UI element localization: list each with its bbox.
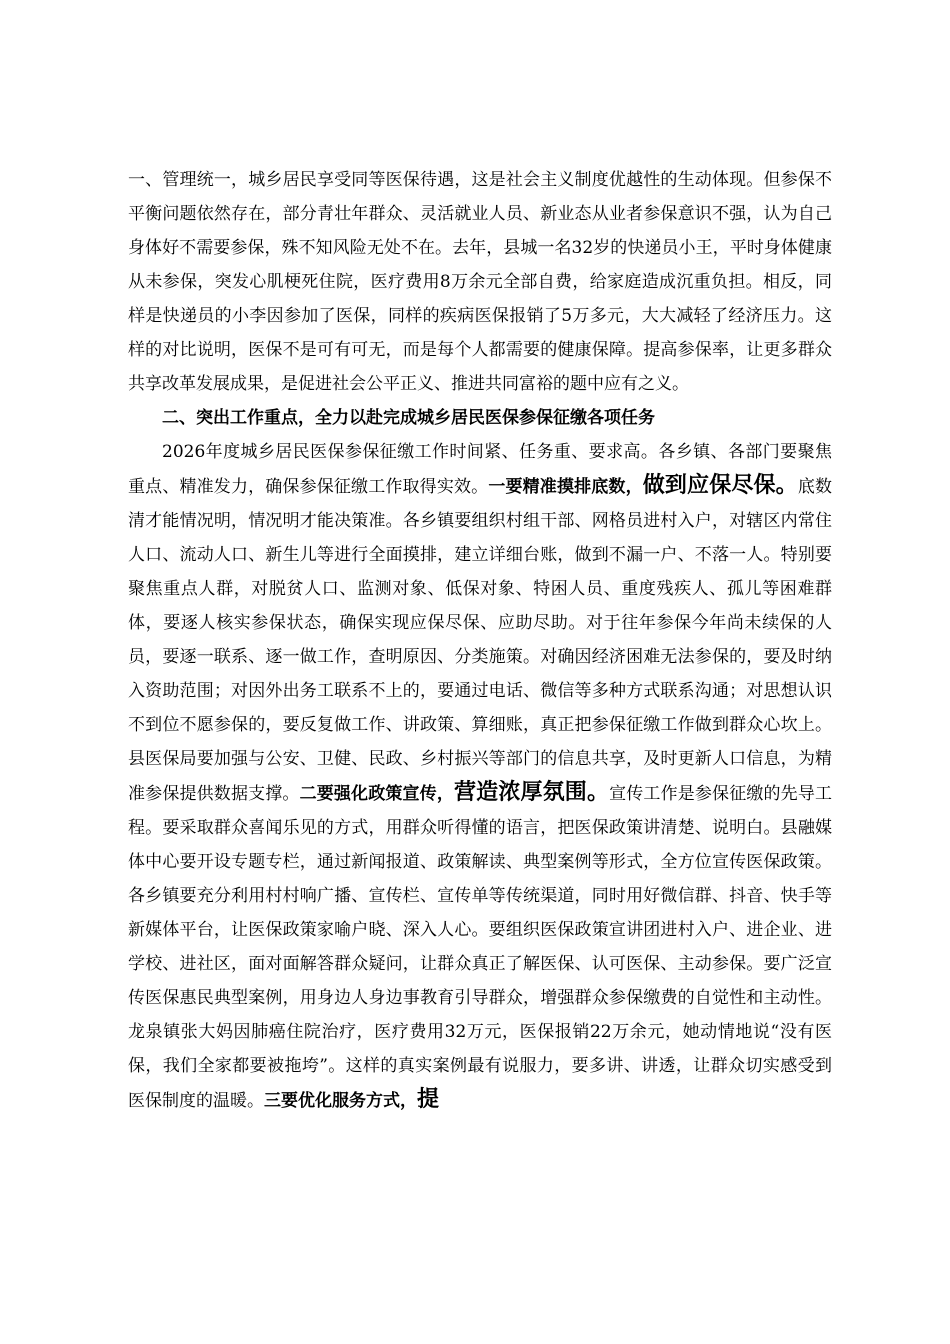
point-2-emphasis: 营造浓厚氛围。	[454, 780, 610, 805]
paragraph-1: 一、管理统一，城乡居民享受同等医保待遇，这是社会主义制度优越性的生动体现。但参保不平衡问题依然存在，部分青壮年群众、灵活就业人员、新业态从业者参保意识不强，认为自己身体好不需要参保，殊不知风险无处不在。去年，县城一名32岁的快递员小王，平时身体健康从未参保，突发心肌梗死住院，医疗费用8万余元全部自费，给家庭造成沉重负担。相反，同样是快递员的小李因参加了医保，同样的疾病医保报销了5万多元，大大减轻了经济压力。这样的对比说明，医保不是可有可无，而是每个人都需要的健康保障。提高参保率，让更多群众共享改革发展成果，是促进社会公平正义、推进共同富裕的题中应有之义。	[128, 170, 832, 394]
point-3-emphasis: 提	[417, 1087, 440, 1112]
point-2-text: 宣传工作是参保征缴的先导工程。要采取群众喜闻乐见的方式，用群众听得懂的语言，把医保政策讲清楚、说明白。县融媒体中心要开设专题专栏，通过新闻报道、政策解读、典型案例等形式，全方位宣传医保政策。各乡镇要充分利用村村响广播、宣传栏、宣传单等传统渠道，同时用好微信群、抖音、快手等新媒体平台，让医保政策家喻户晓、深入人心。要组织医保政策宣讲团进村入户、进企业、进学校、进社区，面对面解答群众疑问，让群众真正了解医保、认可医保、主动参保。要广泛宣传医保惠民典型案例，用身边人身边事教育引导群众，增强群众参保缴费的自觉性和主动性。龙泉镇张大妈因肺癌住院治疗，医疗费用32万元，医保报销22万余元，她动情地说“没有医保，我们全家都要被拖垮”。这样的真实案例最有说服力，要多讲、讲透，让群众切实感受到医保制度的温暖。	[128, 784, 832, 1111]
document-page	[128, 163, 832, 1118]
section-heading-2: 二、突出工作重点，全力以赴完成城乡居民医保参保征缴各项任务	[162, 408, 655, 428]
point-3-label: 三要优化服务方式，	[264, 1091, 417, 1111]
point-1-text: 底数清才能情况明，情况明才能决策准。各乡镇要组织村组干部、网格员进村入户，对辖区内常住人口、流动人口、新生儿等进行全面摸排，建立详细台账，做到不漏一户、不落一人。特别要聚焦重点人群，对脱贫人口、监测对象、低保对象、特困人员、重度残疾人、孤儿等困难群体，要逐人核实参保状态，确保实现应保尽保、应助尽助。对于往年参保今年尚未续保的人员，要逐一联系、逐一做工作，查明原因、分类施策。对确因经济困难无法参保的，要及时纳入资助范围；对因外出务工联系不上的，要通过电话、微信等多种方式联系沟通；对思想认识不到位不愿参保的，要反复做工作、讲政策、算细账，真正把参保征缴工作做到群众心坎上。县医保局要加强与公安、卫健、民政、乡村振兴等部门的信息共享，及时更新人口信息，为精准参保提供数据支撑。	[128, 477, 833, 804]
point-1-label: 一要精准摸排底数，	[488, 477, 643, 497]
point-2-label: 二要强化政策宣传，	[299, 784, 454, 804]
paragraph-2	[128, 435, 832, 1118]
point-1-emphasis: 做到应保尽保。	[642, 473, 798, 498]
paragraph-2-intro: 2026年度城乡居民医保参保征缴工作时间紧、任务重、要求高。各乡镇、各部门要聚焦重点、精准发力，确保参保征缴工作取得实效。	[128, 442, 832, 497]
